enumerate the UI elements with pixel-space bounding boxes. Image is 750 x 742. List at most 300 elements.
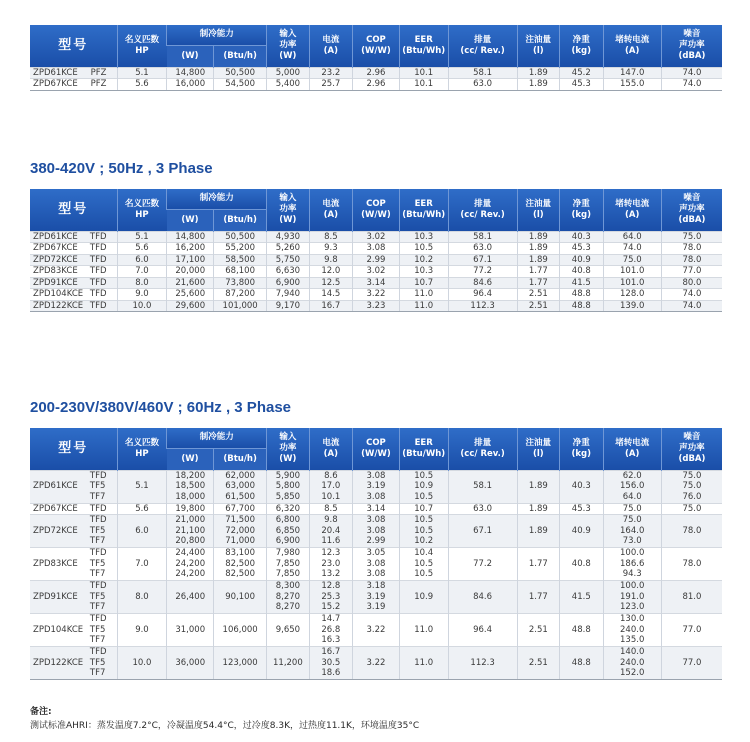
model-cell [30, 231, 117, 243]
cw-cell [167, 277, 214, 289]
model-cell [30, 470, 117, 503]
lra-value: 94.3 [622, 569, 642, 580]
current-value: 9.8 [324, 515, 338, 526]
input-value: 5,800 [275, 481, 301, 492]
cw-value: 24,200 [175, 569, 206, 580]
model-variants [90, 471, 107, 503]
header-cooling-w: (W) [167, 209, 214, 231]
eer-cell [399, 515, 448, 548]
noise-cell [661, 266, 722, 278]
model-cell [30, 515, 117, 548]
input-cell [267, 67, 309, 79]
eer-cell [399, 300, 448, 312]
disp-cell: 63.0 [448, 79, 517, 91]
cw-value: 16,200 [175, 243, 206, 253]
oil-cell: 1.89 [517, 470, 559, 503]
cb-cell [214, 470, 267, 503]
weight-cell: 40.9 [560, 254, 604, 266]
cb-cell [214, 300, 267, 312]
input-value: 9,650 [275, 624, 301, 635]
lra-cell [603, 647, 661, 680]
current-value: 20.4 [321, 525, 341, 536]
cb-cell [214, 515, 267, 548]
model-variants [90, 581, 107, 613]
input-value: 6,800 [275, 515, 301, 526]
input-value: 7,980 [275, 548, 301, 559]
noise-cell [661, 300, 722, 312]
model-cell [30, 254, 117, 266]
header-hp: 名义匹数 HP [117, 25, 167, 67]
header-cooling-w: (W) [167, 45, 214, 67]
disp-cell: 58.1 [448, 470, 517, 503]
table-row [30, 614, 722, 647]
cop-value: 3.23 [366, 300, 386, 311]
noise-value: 74.0 [682, 67, 702, 78]
model-variants [90, 301, 107, 312]
cop-value: 3.22 [366, 289, 386, 299]
oil-cell: 1.89 [517, 67, 559, 79]
disp-cell: 58.1 [448, 67, 517, 79]
lra-value: 139.0 [620, 300, 645, 311]
cb-cell [214, 231, 267, 243]
cw-value: 14,800 [175, 67, 206, 78]
lra-cell [603, 300, 661, 312]
eer-cell [399, 503, 448, 515]
lra-cell [603, 277, 661, 289]
disp-cell: 67.1 [448, 515, 517, 548]
cop-value: 3.18 [366, 581, 386, 592]
input-cell [267, 470, 309, 503]
weight-cell: 40.8 [560, 266, 604, 278]
lra-value: 64.0 [622, 231, 642, 242]
cb-cell [214, 79, 267, 91]
input-value: 8,270 [275, 591, 301, 602]
model-variant: TFD [89, 470, 107, 481]
cw-cell [167, 254, 214, 266]
model-variant: TF5 [89, 657, 106, 668]
oil-cell: 2.51 [517, 614, 559, 647]
cb-value: 87,200 [225, 289, 255, 299]
lra-value: 152.0 [620, 668, 645, 679]
eer-value: 10.7 [414, 503, 434, 514]
eer-value: 10.5 [414, 491, 434, 502]
input-cell [267, 243, 309, 255]
current-value: 13.2 [321, 569, 341, 580]
noise-cell [661, 503, 722, 515]
model-name: ZPD72KCE [33, 525, 78, 536]
model-variant: TFD [89, 243, 107, 253]
cb-value: 82,500 [225, 569, 255, 580]
model-variant: TFD [89, 581, 107, 592]
weight-cell: 40.3 [560, 231, 604, 243]
model-name: ZPD122KCE [33, 300, 84, 311]
header-cooling-btu: (Btu/h) [214, 45, 267, 67]
current-cell [309, 300, 353, 312]
eer-cell [399, 67, 448, 79]
eer-cell [399, 470, 448, 503]
lra-value: 156.0 [620, 481, 645, 492]
noise-cell [661, 254, 722, 266]
cw-cell [167, 300, 214, 312]
noise-value: 81.0 [682, 591, 702, 602]
noise-cell [661, 614, 722, 647]
model-variant: TF5 [89, 525, 106, 536]
cop-cell [353, 614, 400, 647]
cw-cell [167, 581, 214, 614]
cop-value: 3.08 [366, 558, 386, 569]
cop-cell [353, 515, 400, 548]
noise-cell [661, 277, 722, 289]
header-disp: 排量 (cc/ Rev.) [448, 428, 517, 470]
table-row [30, 231, 722, 243]
model-name: ZPD122KCE [33, 657, 84, 668]
noise-cell [661, 231, 722, 243]
table-row [30, 243, 722, 255]
cb-value: 101,000 [222, 300, 258, 311]
cop-value: 3.02 [366, 231, 386, 242]
model-cell [30, 243, 117, 255]
noise-value: 77.0 [682, 624, 702, 635]
current-value: 14.5 [321, 289, 341, 299]
model-variants [90, 266, 107, 277]
hp-cell: 10.0 [117, 300, 167, 312]
noise-value: 78.0 [682, 525, 702, 536]
current-value: 15.2 [321, 602, 341, 613]
header-oil: 注油量 (l) [517, 25, 559, 67]
hp-cell: 8.0 [117, 277, 167, 289]
cop-cell [353, 289, 400, 301]
cb-value: 123,000 [222, 657, 258, 668]
header-oil: 注油量 (l) [517, 189, 559, 231]
eer-value: 11.0 [414, 624, 434, 635]
model-name: ZPD104KCE [33, 289, 84, 299]
eer-cell [399, 231, 448, 243]
lra-cell [603, 254, 661, 266]
table-row [30, 581, 722, 614]
model-variants [90, 255, 107, 266]
table-row [30, 266, 722, 278]
current-value: 17.0 [321, 481, 341, 492]
table-row [30, 515, 722, 548]
current-value: 25.7 [321, 79, 341, 89]
cop-cell [353, 254, 400, 266]
eer-value: 10.9 [414, 591, 434, 602]
lra-cell [603, 67, 661, 79]
table-row [30, 503, 722, 515]
disp-cell: 77.2 [448, 266, 517, 278]
eer-cell [399, 254, 448, 266]
disp-cell: 96.4 [448, 289, 517, 301]
model-variant: TFD [89, 503, 107, 514]
cop-value: 3.08 [366, 243, 386, 253]
eer-value: 10.3 [414, 266, 434, 276]
lra-cell [603, 231, 661, 243]
cop-cell [353, 243, 400, 255]
cb-value: 83,100 [225, 548, 255, 559]
oil-cell: 1.89 [517, 254, 559, 266]
current-cell [309, 647, 353, 680]
current-cell [309, 254, 353, 266]
weight-cell: 40.3 [560, 470, 604, 503]
cop-value: 3.05 [366, 548, 386, 559]
input-value: 6,900 [275, 536, 301, 547]
cop-cell [353, 503, 400, 515]
current-value: 12.5 [321, 277, 341, 288]
input-value: 7,850 [275, 569, 301, 580]
model-name: ZPD67KCE [33, 79, 78, 89]
input-value: 5,850 [275, 491, 301, 502]
noise-cell [661, 548, 722, 581]
input-value: 4,930 [275, 231, 301, 242]
cw-value: 18,200 [175, 470, 206, 481]
header-weight: 净重 (kg) [560, 25, 604, 67]
eer-value: 10.2 [414, 536, 434, 547]
header-hp: 名义匹数 HP [117, 428, 167, 470]
model-cell [30, 647, 117, 680]
lra-cell [603, 79, 661, 91]
cop-cell [353, 300, 400, 312]
model-variant: PFZ [90, 79, 107, 89]
current-value: 16.7 [321, 647, 341, 658]
model-name: ZPD67KCE [33, 503, 78, 514]
model-variant: TF7 [89, 602, 106, 613]
current-cell [309, 470, 353, 503]
input-value: 5,260 [275, 243, 301, 253]
cw-cell [167, 548, 214, 581]
header-current: 电流 (A) [309, 189, 353, 231]
cw-value: 17,100 [175, 254, 206, 265]
input-cell [267, 277, 309, 289]
hp-cell: 9.0 [117, 614, 167, 647]
lra-cell [603, 515, 661, 548]
current-value: 9.3 [324, 243, 338, 253]
cb-value: 55,200 [225, 243, 255, 253]
current-value: 18.6 [321, 668, 341, 679]
header-disp: 排量 (cc/ Rev.) [448, 25, 517, 67]
model-variant: TF5 [89, 624, 106, 635]
cop-cell [353, 647, 400, 680]
input-value: 8,270 [275, 602, 301, 613]
model-variant: TFD [89, 614, 107, 625]
model-name: ZPD72KCE [33, 254, 78, 265]
model-cell [30, 300, 117, 312]
cb-value: 71,000 [225, 536, 255, 547]
lra-value: 75.0 [622, 515, 642, 526]
current-cell [309, 503, 353, 515]
lra-value: 164.0 [620, 525, 645, 536]
model-variants [90, 504, 107, 515]
oil-cell: 1.89 [517, 503, 559, 515]
header-input: 输入 功率 (W) [267, 25, 309, 67]
cop-cell [353, 67, 400, 79]
model-cell [30, 67, 117, 79]
lra-value: 135.0 [620, 635, 645, 646]
header-eer: EER (Btu/Wh) [399, 189, 448, 231]
lra-value: 140.0 [620, 647, 645, 658]
noise-cell [661, 515, 722, 548]
header-weight: 净重 (kg) [560, 428, 604, 470]
header-noise: 噪音 声功率 (dBA) [661, 25, 722, 67]
lra-value: 64.0 [622, 491, 642, 502]
oil-cell: 2.51 [517, 300, 559, 312]
cw-value: 16,000 [175, 79, 206, 89]
table-row [30, 300, 722, 312]
noise-value: 78.0 [682, 254, 702, 265]
disp-cell: 96.4 [448, 614, 517, 647]
lra-value: 73.0 [622, 536, 642, 547]
weight-cell: 40.9 [560, 515, 604, 548]
lra-value: 191.0 [620, 591, 645, 602]
input-value: 11,200 [273, 657, 303, 668]
lra-cell [603, 289, 661, 301]
model-variant: TF5 [89, 591, 106, 602]
cb-cell [214, 277, 267, 289]
table-row [30, 470, 722, 503]
current-value: 23.0 [321, 558, 341, 569]
cw-value: 24,200 [175, 558, 206, 569]
cb-value: 68,100 [225, 266, 255, 276]
notes-label: 备注: [30, 707, 52, 717]
lra-value: 100.0 [620, 548, 645, 559]
model-cell [30, 581, 117, 614]
noise-value: 74.0 [682, 289, 702, 299]
cw-cell [167, 470, 214, 503]
oil-cell: 1.77 [517, 277, 559, 289]
noise-value: 75.0 [682, 470, 702, 481]
lra-value: 75.0 [622, 503, 642, 514]
model-name: ZPD91KCE [33, 277, 78, 288]
weight-cell: 41.5 [560, 277, 604, 289]
header-cooling: 制冷能力 [167, 189, 267, 209]
cop-cell [353, 548, 400, 581]
table-row [30, 647, 722, 680]
input-cell [267, 515, 309, 548]
lra-cell [603, 266, 661, 278]
model-variant: TFD [89, 289, 107, 299]
spec-table-single-phase [30, 25, 722, 91]
cb-value: 50,500 [225, 67, 255, 78]
header-oil: 注油量 (l) [517, 428, 559, 470]
weight-cell: 45.3 [560, 503, 604, 515]
cop-value: 2.99 [366, 536, 386, 547]
eer-cell [399, 647, 448, 680]
current-value: 8.5 [324, 231, 338, 242]
eer-value: 10.1 [414, 67, 434, 78]
model-variant: PFZ [90, 67, 107, 78]
model-variant: TF7 [89, 536, 106, 547]
current-value: 12.3 [321, 548, 341, 559]
header-weight: 净重 (kg) [560, 189, 604, 231]
input-value: 5,400 [275, 79, 301, 89]
eer-value: 10.5 [414, 470, 434, 481]
cop-value: 3.08 [366, 525, 386, 536]
cb-cell [214, 289, 267, 301]
cb-cell [214, 614, 267, 647]
model-variant: TFD [89, 548, 107, 559]
cw-value: 19,800 [175, 503, 206, 514]
eer-value: 10.7 [414, 277, 434, 288]
cb-value: 54,500 [225, 79, 255, 89]
model-variants [91, 68, 107, 79]
model-variant: TFD [89, 231, 107, 242]
noise-cell [661, 67, 722, 79]
cop-value: 3.14 [366, 277, 386, 288]
current-value: 23.2 [321, 67, 341, 78]
hp-cell: 6.0 [117, 515, 167, 548]
disp-cell: 58.1 [448, 231, 517, 243]
lra-cell [603, 614, 661, 647]
model-variants [91, 79, 107, 90]
hp-cell: 5.6 [117, 79, 167, 91]
oil-cell: 1.77 [517, 266, 559, 278]
oil-cell: 1.89 [517, 231, 559, 243]
cw-value: 21,600 [175, 277, 206, 288]
model-variant: TF5 [89, 558, 106, 569]
lra-value: 240.0 [620, 657, 645, 668]
hp-cell: 7.0 [117, 266, 167, 278]
model-variant: TFD [89, 300, 107, 311]
input-cell [267, 548, 309, 581]
cb-cell [214, 647, 267, 680]
header-lra: 堵转电流 (A) [603, 25, 661, 67]
cw-value: 21,000 [175, 515, 206, 526]
model-variants [90, 548, 107, 580]
input-cell [267, 231, 309, 243]
lra-value: 101.0 [620, 266, 645, 276]
current-cell [309, 515, 353, 548]
model-variants [90, 647, 107, 679]
oil-cell: 1.89 [517, 79, 559, 91]
disp-cell: 112.3 [448, 300, 517, 312]
model-variant: TF5 [89, 481, 106, 492]
eer-value: 10.5 [414, 243, 434, 253]
cb-value: 50,500 [225, 231, 255, 242]
lra-value: 75.0 [622, 254, 642, 265]
lra-value: 130.0 [620, 614, 645, 625]
hp-cell: 7.0 [117, 548, 167, 581]
cb-value: 106,000 [222, 624, 258, 635]
header-noise: 噪音 声功率 (dBA) [661, 189, 722, 231]
current-value: 26.8 [321, 624, 341, 635]
current-value: 30.5 [321, 657, 341, 668]
weight-cell: 48.8 [560, 647, 604, 680]
cb-value: 73,800 [225, 277, 255, 288]
cop-value: 3.08 [366, 491, 386, 502]
current-cell [309, 614, 353, 647]
model-variants [90, 614, 107, 646]
model-variant: TFD [89, 277, 107, 288]
eer-cell [399, 243, 448, 255]
section-title-60hz: 200-230V/380V/460V ; 60Hz , 3 Phase [30, 399, 292, 416]
lra-value: 62.0 [622, 470, 642, 481]
header-cooling: 制冷能力 [167, 25, 267, 45]
cw-cell [167, 647, 214, 680]
oil-cell: 2.51 [517, 647, 559, 680]
input-cell [267, 614, 309, 647]
model-variant: TFD [89, 254, 107, 265]
cop-cell [353, 277, 400, 289]
cop-value: 3.08 [366, 470, 386, 481]
cop-value: 3.08 [366, 515, 386, 526]
hp-cell: 6.0 [117, 254, 167, 266]
header-eer: EER (Btu/Wh) [399, 25, 448, 67]
input-value: 9,170 [275, 300, 301, 311]
header-cop: COP (W/W) [353, 189, 400, 231]
eer-value: 10.1 [414, 79, 434, 89]
model-name: ZPD91KCE [33, 591, 78, 602]
input-cell [267, 289, 309, 301]
header-cop: COP (W/W) [353, 25, 400, 67]
